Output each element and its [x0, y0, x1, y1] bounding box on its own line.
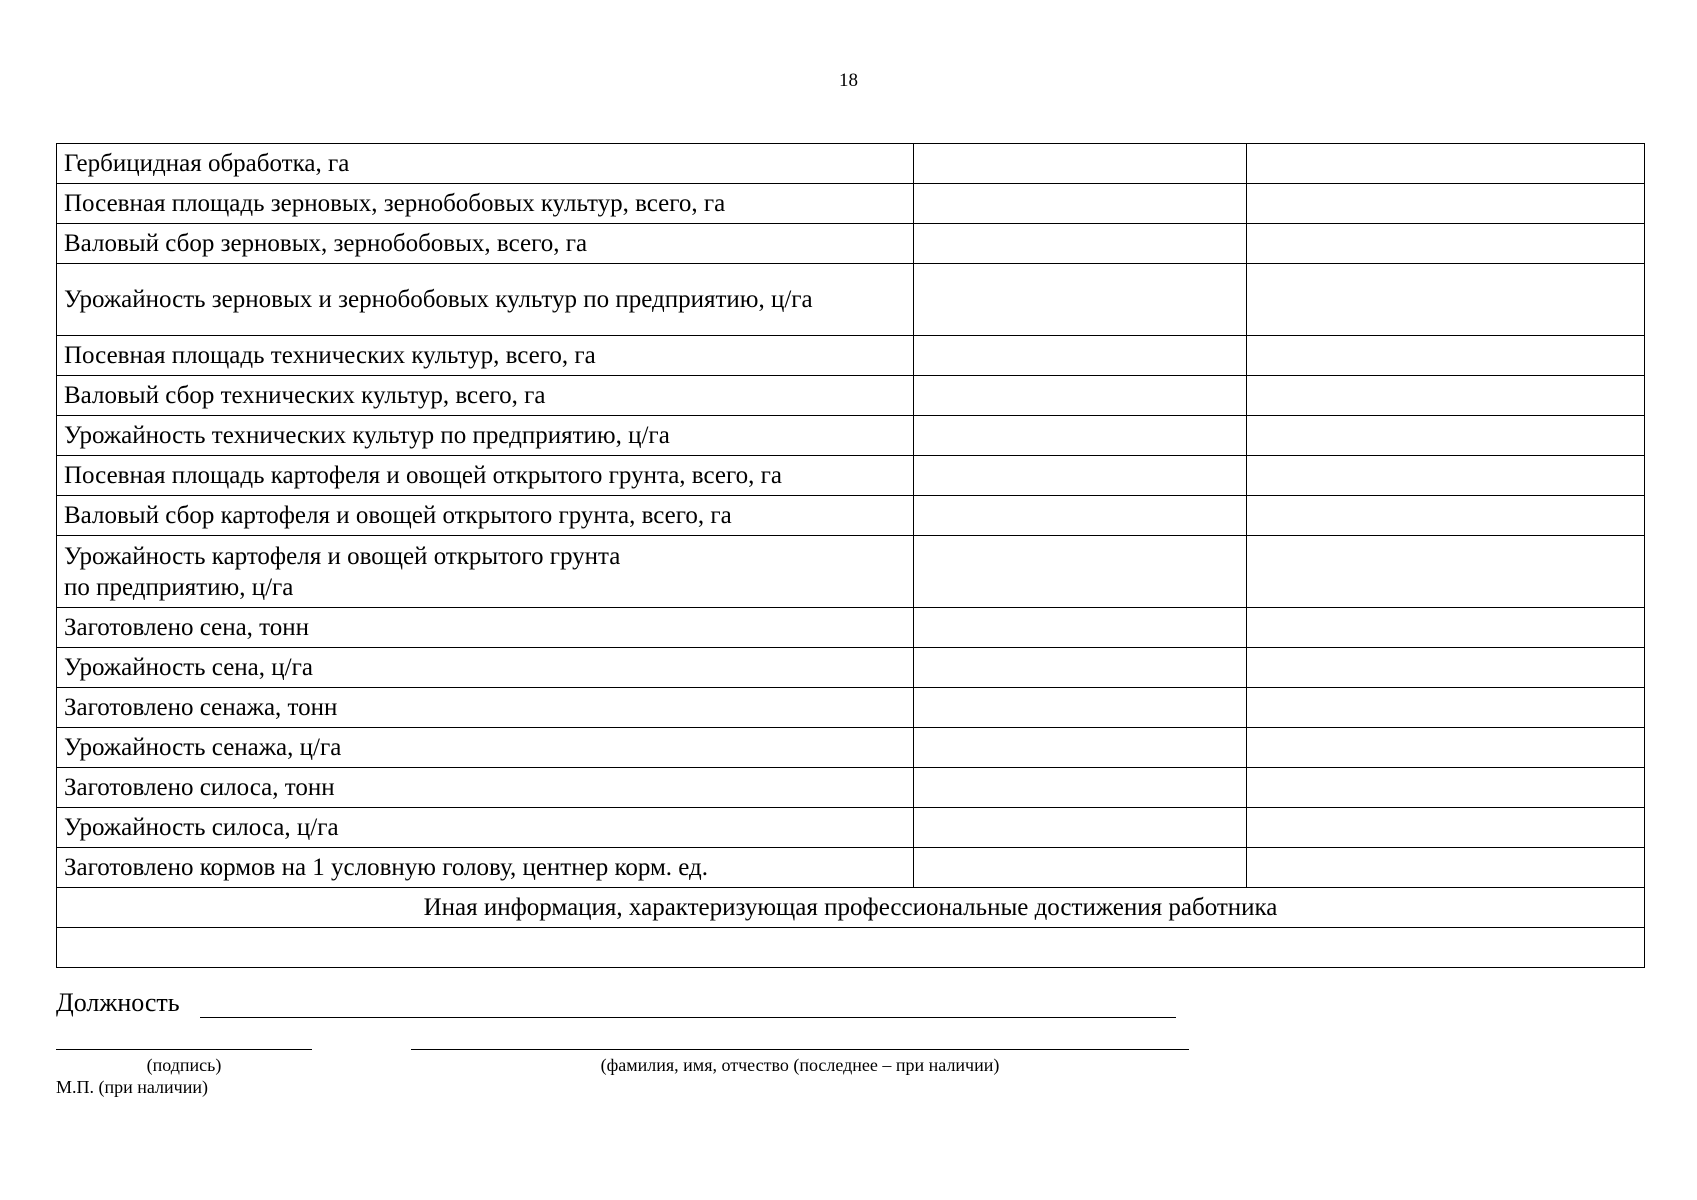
row-label: Валовый сбор зерновых, зернобобовых, всего, га [57, 224, 914, 264]
row-label: Посевная площадь зерновых, зернобобовых культур, всего, га [57, 184, 914, 224]
signature-fill-line[interactable] [56, 1049, 312, 1050]
row-label: Посевная площадь картофеля и овощей открытого грунта, всего, га [57, 456, 914, 496]
row-label [57, 536, 914, 608]
table-row [57, 536, 1645, 608]
table-row [57, 608, 1645, 648]
row-value-cell[interactable] [1247, 456, 1645, 496]
row-label: Урожайность сена, ц/га [57, 648, 914, 688]
full-name-caption: (фамилия, имя, отчество (последнее – при наличии) [600, 1055, 1000, 1075]
row-value-cell[interactable] [914, 496, 1247, 536]
table-row [57, 768, 1645, 808]
row-value-cell[interactable] [914, 608, 1247, 648]
achievements-table [56, 143, 1645, 968]
row-value-cell[interactable] [914, 376, 1247, 416]
row-label: Заготовлено силоса, тонн [57, 768, 914, 808]
row-value-cell[interactable] [914, 144, 1247, 184]
table-row [57, 688, 1645, 728]
row-value-cell[interactable] [914, 416, 1247, 456]
row-value-cell[interactable] [914, 648, 1247, 688]
table-row [57, 728, 1645, 768]
page-number: 18 [839, 70, 858, 91]
signature-caption: (подпись) [146, 1055, 222, 1075]
row-label: Посевная площадь технических культур, всего, га [57, 336, 914, 376]
row-value-cell[interactable] [1247, 376, 1645, 416]
row-value-cell[interactable] [1247, 184, 1645, 224]
table-row [57, 416, 1645, 456]
table-row [57, 144, 1645, 184]
row-label: Валовый сбор технических культур, всего, га [57, 376, 914, 416]
row-value-cell[interactable] [914, 848, 1247, 888]
row-value-cell[interactable] [914, 536, 1247, 608]
position-fill-line[interactable] [200, 1017, 1176, 1018]
row-value-cell[interactable] [1247, 496, 1645, 536]
full-name-fill-line[interactable] [411, 1049, 1189, 1050]
row-label: Урожайность технических культур по предприятию, ц/га [57, 416, 914, 456]
row-label: Урожайность зерновых и зернобобовых культур по предприятию, ц/га [57, 264, 914, 336]
other-info-row [57, 928, 1645, 968]
table-row [57, 808, 1645, 848]
row-value-cell[interactable] [1247, 336, 1645, 376]
row-label: Заготовлено сенажа, тонн [57, 688, 914, 728]
other-info-value-cell[interactable] [57, 928, 1645, 968]
table-row [57, 224, 1645, 264]
row-value-cell[interactable] [1247, 688, 1645, 728]
table-row [57, 376, 1645, 416]
table-row [57, 496, 1645, 536]
row-value-cell[interactable] [1247, 144, 1645, 184]
stamp-note: М.П. (при наличии) [56, 1077, 208, 1097]
row-value-cell[interactable] [1247, 848, 1645, 888]
row-value-cell[interactable] [1247, 768, 1645, 808]
table-row [57, 848, 1645, 888]
other-info-heading: Иная информация, характеризующая профессиональные достижения работника [57, 888, 1645, 928]
position-label: Должность [56, 988, 180, 1017]
row-value-cell[interactable] [914, 728, 1247, 768]
row-label: Заготовлено кормов на 1 условную голову, центнер корм. ед. [57, 848, 914, 888]
row-value-cell[interactable] [1247, 608, 1645, 648]
row-value-cell[interactable] [1247, 224, 1645, 264]
other-info-heading-row [57, 888, 1645, 928]
row-value-cell[interactable] [914, 688, 1247, 728]
row-value-cell[interactable] [1247, 536, 1645, 608]
row-value-cell[interactable] [914, 184, 1247, 224]
row-value-cell[interactable] [914, 224, 1247, 264]
row-label: Урожайность сенажа, ц/га [57, 728, 914, 768]
row-value-cell[interactable] [914, 808, 1247, 848]
row-value-cell[interactable] [1247, 808, 1645, 848]
row-value-cell[interactable] [914, 264, 1247, 336]
row-value-cell[interactable] [1247, 648, 1645, 688]
row-label: Заготовлено сена, тонн [57, 608, 914, 648]
row-label-line: по предприятию, ц/га [64, 573, 294, 601]
table-row [57, 336, 1645, 376]
row-value-cell[interactable] [914, 456, 1247, 496]
row-value-cell[interactable] [1247, 416, 1645, 456]
row-label: Гербицидная обработка, га [57, 144, 914, 184]
row-label: Урожайность силоса, ц/га [57, 808, 914, 848]
row-value-cell[interactable] [914, 336, 1247, 376]
row-label: Валовый сбор картофеля и овощей открытого грунта, всего, га [57, 496, 914, 536]
table-row [57, 184, 1645, 224]
table-row [57, 648, 1645, 688]
row-label-line: Урожайность картофеля и овощей открытого грунта [64, 542, 621, 570]
row-value-cell[interactable] [1247, 264, 1645, 336]
table-row [57, 264, 1645, 336]
row-value-cell[interactable] [914, 768, 1247, 808]
row-value-cell[interactable] [1247, 728, 1645, 768]
table-row [57, 456, 1645, 496]
